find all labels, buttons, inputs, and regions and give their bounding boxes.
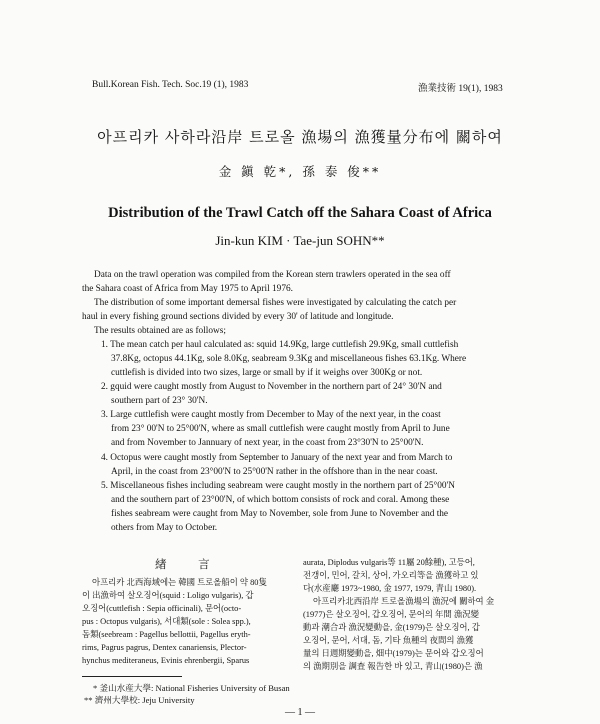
abstract-line: haul in every fishing ground sections divided by every 30' of latitude and longitude. [82,312,394,322]
body-line: 動과 潮合과 漁況變動을, 金(1979)은 살오징어, 갑 [303,623,480,632]
result-item-4: 4. Octopus were caught mostly from September to January of the next year and from March to [101,453,453,463]
journal-citation: Bull.Korean Fish. Tech. Soc.19 (1), 1983 [92,80,249,90]
title-english: Distribution of the Trawl Catch off the Sahara Coast of Africa [108,205,492,221]
result-item-5: fishes seabream were caught from May to November, sole from June to November and the [111,509,449,519]
result-item-5: 5. Miscellaneous fishes including seabream were caught mostly in the northern part of 25°00'N [101,481,455,491]
title-korean: 아프리카 사하라沿岸 트로올 漁場의 漁獲量分布에 關하여 [97,128,503,146]
result-item-3: and from November to Jannuary of next year, in the coast from 23°30'N to 25°00'N. [111,438,424,448]
body-line: 量의 日週期變動을, 畑中(1979)는 문어와 갑오징어 [303,649,484,658]
body-line: (1977)은 살오징어, 갑오징어, 문어의 年間 漁況變 [303,610,479,619]
result-item-2: 2. gquid were caught mostly from August to November in the northern part of 24° 30'N and [101,382,442,392]
body-line: rims, Pagrus pagrus, Dentex canariensis, Plector- [82,643,247,652]
body-line: 오징어(cuttlefish : Sepia officinali), 문어(octo- [82,604,242,613]
result-item-3: from 23° 00'N to 25°00'N, where as small cuttlefish were caught mostly from April to June [111,424,450,434]
footnote: ** 濟州大學校: Jeju University [84,695,195,705]
body-line: 돔類(seebream : Pagellus bellottii, Pagellus eryth- [82,630,251,639]
body-line: 오징어, 문어, 서대, 돔, 기타 魚種의 夜間의 漁獲 [303,636,474,645]
body-line: 다(水産廳 1973~1980, 金 1977, 1979, 青山 1980). [303,584,477,593]
journal-citation-korean: 漁業技術 19(1), 1983 [418,84,503,94]
result-item-1: cuttlefish is divided into two sizes, large or small by if it weighs over 300Kg or not. [111,368,423,378]
body-line: pus : Octopus vulgaris), 서대類(sole : Solea spp.), [82,617,251,626]
body-line: 전갱이, 민어, 갈치, 상어, 가오리等을 漁獲하고 있 [303,571,479,580]
result-item-1: 37.8Kg, octopus 44.1Kg, sole 8.0Kg, seabream 9.3Kg and miscellaneous fishes 63.1Kg. Where [111,354,467,364]
body-line: 이 出漁하여 살오징어(squid : Loligo vulgaris), 갑 [82,591,254,600]
body-line: 아프리카北西沿岸 트로올漁場의 漁況에 關하여 金 [313,597,495,606]
body-line: 의 漁期別을 調査 報告한 바 있고, 青山(1980)은 漁 [303,662,483,671]
abstract-line: The results obtained are as follows; [94,326,226,336]
result-item-5: others from May to October. [111,523,218,533]
abstract-line: Data on the trawl operation was compiled from the Korean stern trawlers operated in the sea off [94,270,451,280]
body-line: 아프리카 北西海域에는 韓國 트로올船이 약 80隻 [92,578,267,587]
section-heading: 緖 言 [155,557,224,571]
result-item-3: 3. Large cuttlefish were caught mostly from December to May of the next year, in the coast [101,410,441,420]
page-number: — 1 — [285,707,315,718]
result-item-4: April, in the coast from 23°00'N to 25°00'N rather in the offshore than in the near coast. [111,467,438,477]
body-line: aurata, Diplodus vulgaris等 11屬 20餘種), 고등어, [303,558,475,567]
result-item-2: southern part of 23° 30'N. [111,396,208,406]
abstract-line: The distribution of some important demersal fishes were investigated by calculating the catch per [94,298,457,308]
result-item-1: 1. The mean catch per haul calculated as: squid 14.9Kg, large cuttlefish 29.9Kg, small cuttlefish [101,340,459,350]
authors-english: Jin-kun KIM · Tae-jun SOHN** [215,233,385,248]
result-item-5: and the southern part of 23°00'N, of which bottom consists of rock and coral. Among these [111,495,450,505]
body-line: hynchus mediteraneus, Evinis ehrenbergii, Sparus [82,656,250,665]
abstract-line: the Sahara coast of Africa from May 1975 to April 1976. [82,284,293,294]
authors-korean: 金 鎭 乾*, 孫 泰 俊** [218,164,382,179]
footnote-divider [82,676,182,677]
footnote: * 釜山水産大學: National Fisheries University of Busan [93,683,290,693]
